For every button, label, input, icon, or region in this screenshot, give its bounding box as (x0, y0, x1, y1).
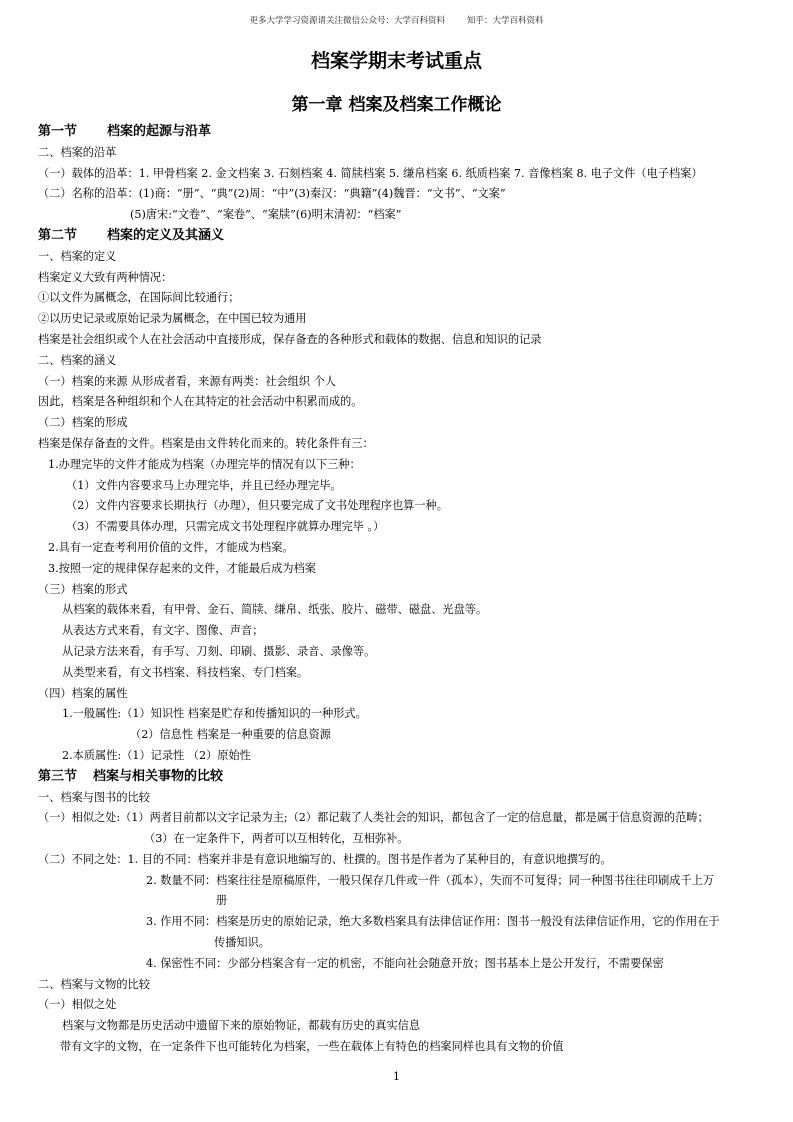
text-line: 3. 作用不同：档案是历史的原始记录，绝大多数档案具有法律信证作用：图书一般没有法律信证作用，它的作用在于 (146, 915, 720, 929)
text-line: 册 (216, 894, 228, 908)
text-line: （一）载体的沿革：1. 甲骨档案 2. 金文档案 3. 石刻档案 4. 简牍档案 5. 缣帛档案 6. 纸质档案 7. 音像档案 8. 电子文件（电子档案） (38, 166, 703, 180)
text-line: （三）档案的形式 (38, 582, 128, 596)
text-line: （四）档案的属性 (38, 686, 128, 700)
header-wechat-note: 更多大学学习资源请关注微信公众号：大学百科资料 (249, 16, 445, 26)
text-line: （二）不同之处：1. 目的不同：档案并非是有意识地编写的、杜撰的。图书是作者为了某种目的，有意识地撰写的。 (38, 852, 612, 866)
text-line: 带有文字的文物，在一定条件下也可能转化为档案，一些在载体上有特色的档案同样也具有文物的价值 (60, 1040, 564, 1054)
text-line: 一、档案与图书的比较 (38, 790, 150, 804)
text-line: (5)唐宋:“文卷”、“案卷”、“案牍”(6)明末清初：“档案” (130, 208, 402, 222)
text-line: 1.一般属性:（1）知识性 档案是贮存和传播知识的一种形式。 (62, 707, 367, 721)
text-line: 从表达方式来看，有文字、图像、声音； (62, 624, 264, 638)
text-line: （2）信息性 档案是一种重要的信息资源 (130, 728, 331, 742)
section-title: 档案的起源与沿革 (107, 124, 212, 139)
section-number: 第一节 (38, 124, 78, 139)
text-line: （3）不需要具体办理，只需完成文书处理程序就算办理完毕 。） (66, 520, 385, 534)
text-line: 2. 数量不同：档案往往是原稿原件，一般只保存几件或一件（孤本），失而不可复得；同一种图书往往印刷成千上万 (146, 873, 715, 887)
text-line: 4. 保密性不同：少部分档案含有一定的机密，不能向社会随意开放；图书基本上是公开发行，不需要保密 (146, 956, 664, 970)
text-line: 1.办理完毕的文件才能成为档案（办理完毕的情况有以下三种： (48, 457, 361, 471)
section-title: 档案与相关事物的比较 (93, 768, 224, 784)
text-line: 档案是保存备查的文件。档案是由文件转化而来的。转化条件有三： (38, 436, 374, 450)
text-line: 一、档案的定义 (38, 249, 117, 263)
text-line: 档案是社会组织或个人在社会活动中直接形成，保存备查的各种形式和载体的数据、信息和知识的记录 (38, 332, 542, 346)
text-line: 从类型来看，有文书档案、科技档案、专门档案。 (62, 665, 309, 679)
section-heading (38, 226, 758, 247)
text-line: 档案定义大致有两种情况： (38, 270, 173, 284)
chapter-heading: 第一章 档案及档案工作概论 (291, 95, 502, 115)
page-header (0, 14, 793, 26)
text-line: 3.按照一定的规律保存起来的文件，才能最后成为档案 (48, 561, 316, 575)
document-body (38, 122, 758, 1058)
text-line: （一）相似之处:（1）两者目前都以文字记录为主;（2）都记载了人类社会的知识，都包含了一定的信息量，都是属于信息资源的范畴； (38, 811, 709, 825)
text-line: 从档案的载体来看，有甲骨、金石、简牍、缣帛、纸张、胶片、磁带、磁盘、光盘等。 (62, 603, 488, 617)
text-line: （二）档案的形成 (38, 416, 128, 430)
text-line: ②以历史记录或原始记录为属概念，在中国已较为通用 (38, 312, 307, 326)
text-line: ①以文件为属概念，在国际间比较通行； (38, 291, 240, 305)
text-line: 因此，档案是各种组织和个人在其特定的社会活动中积累而成的。 (38, 395, 363, 409)
text-line: （1）文件内容要求马上办理完毕，并且已经办理完毕。 (66, 478, 342, 492)
header-zhihu-note: 知乎：大学百科资料 (467, 16, 544, 26)
text-line: 二、档案的沿革 (38, 145, 117, 159)
text-line: （二）名称的沿革：(1)商：“册”、“典”(2)周：“中”(3)秦汉：“典籍”(4)魏晋：“文书”、“文案” (38, 187, 506, 201)
section-number: 第二节 (38, 227, 78, 243)
text-line: （一）相似之处 (38, 998, 117, 1012)
section-heading (38, 767, 758, 788)
page-number: 1 (393, 1070, 400, 1083)
text-line: 2.本质属性:（1）记录性 （2）原始性 (62, 748, 251, 762)
text-line: 传播知识。 (214, 936, 270, 950)
text-line: （2）文件内容要求长期执行（办理），但只要完成了文书处理程序也算一种。 (66, 499, 448, 513)
text-line: 档案与文物都是历史活动中遗留下来的原始物证，都载有历史的真实信息 (62, 1019, 421, 1033)
document-title: 档案学期末考试重点 (310, 50, 482, 72)
text-line: 二、档案与文物的比较 (38, 977, 150, 991)
text-line: （3）在一定条件下，两者可以互相转化，互相弥补。 (144, 832, 409, 846)
section-number: 第三节 (38, 768, 78, 784)
text-line: （一）档案的来源 从形成者看，来源有两类：社会组织 个人 (38, 374, 336, 388)
section-heading (38, 122, 758, 143)
text-line: 2.具有一定查考利用价值的文件，才能成为档案。 (48, 540, 294, 554)
section-title: 档案的定义及其涵义 (107, 227, 225, 243)
text-line: 从记录方法来看，有手写、刀刻、印刷、摄影、录音、录像等。 (62, 644, 376, 658)
text-line: 二、档案的涵义 (38, 353, 117, 367)
